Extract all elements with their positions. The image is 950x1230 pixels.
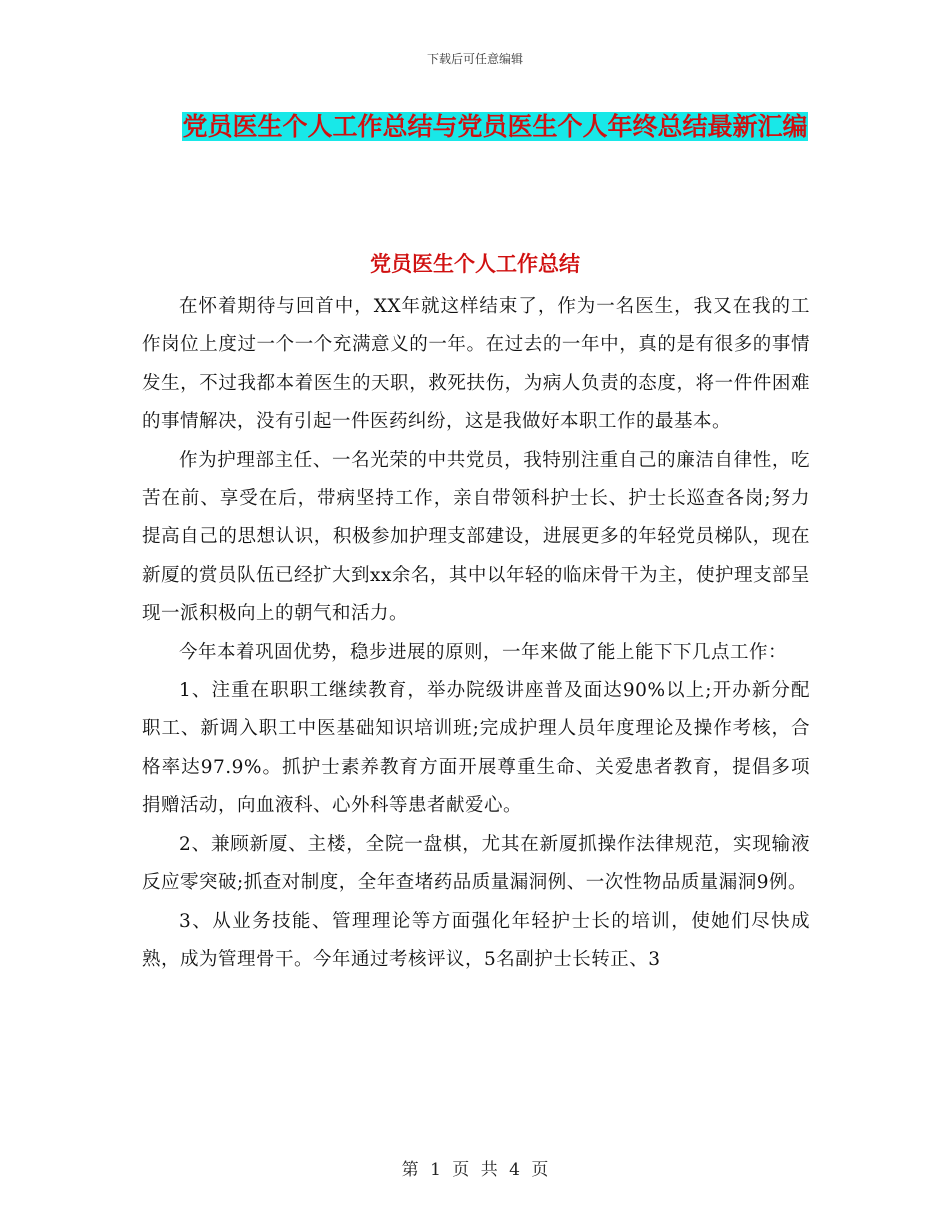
- page-header-note: 下载后可任意编辑: [426, 52, 523, 66]
- paragraph-6: 3、从业务技能、管理理论等方面强化年轻护士长的培训，使她们尽快成熟，成为管理骨干。今年通过考核评议，5名副护士长转正、3: [142, 910, 810, 970]
- document-title: [180, 104, 810, 150]
- section-title: 党员医生个人工作总结: [370, 252, 580, 276]
- paragraph-1: 在怀着期待与回首中，XX年就这样结束了，作为一名医生，我又在我的工作岗位上度过一个一个充满意义的一年。在过去的一年中，真的是有很多的事情发生，不过我都本着医生的天职，救死扶伤，为病人负责的态度，将一件件困难的事情解决，没有引起一件医药纠纷，这是我做好本职工作的最基本。: [142, 296, 810, 433]
- paragraph-3: 今年本着巩固优势，稳步进展的原则，一年来做了能上能下下几点工作：: [179, 641, 788, 663]
- document-title-text: 党员医生个人工作总结与党员医生个人年终总结最新汇编: [182, 112, 808, 141]
- page-number-footer: 第 1 页 共 4 页: [401, 1160, 549, 1180]
- paragraph-4: 1、注重在职职工继续教育，举办院级讲座普及面达90%以上;开办新分配职工、新调入职工中医基础知识培训班;完成护理人员年度理论及操作考核，合格率达97.9%。抓护士素养教育方面开展尊重生命、关爱患者教育，提倡多项捐赠活动，向血液科、心外科等患者献爱心。: [142, 680, 810, 817]
- paragraph-5: 2、兼顾新厦、主楼，全院一盘棋，尤其在新厦抓操作法律规范，实现输液反应零突破;抓查对制度，全年查堵药品质量漏洞例、一次性物品质量漏洞9例。: [142, 833, 810, 894]
- paragraph-2: 作为护理部主任、一名光荣的中共党员，我特别注重自己的廉洁自律性，吃苦在前、享受在后，带病坚持工作，亲自带领科护士长、护士长巡查各岗;努力提高自己的思想认识，积极参加护理支部建设，进展更多的年轻党员梯队，现在新厦的赏员队伍已经扩大到xx余名，其中以年轻的临床骨干为主，使护理支部呈现一派积极向上的朝气和活力。: [142, 449, 810, 625]
- document-body: [142, 288, 810, 979]
